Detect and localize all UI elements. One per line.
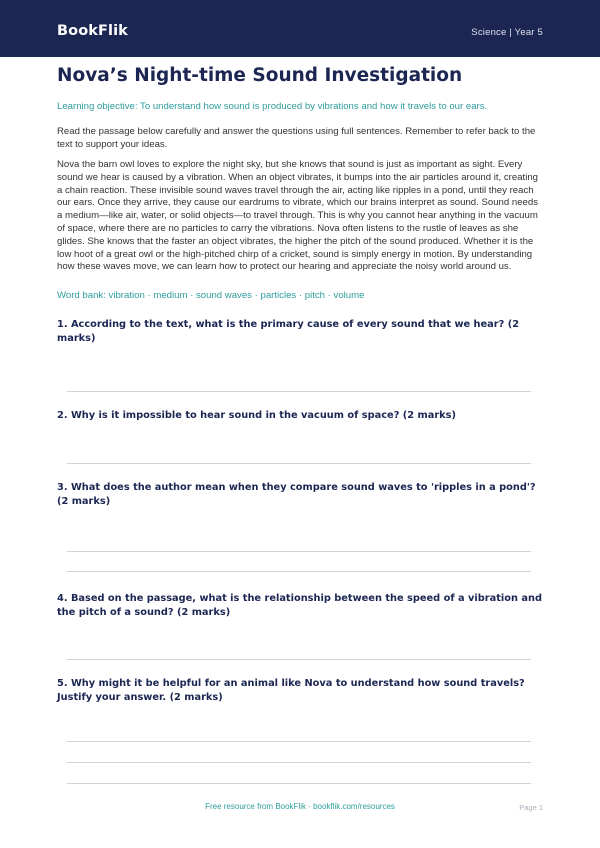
footer-link[interactable]: Free resource from BookFlik · bookflik.com/resources [205, 802, 395, 811]
instructions: Read the passage below carefully and answer the questions using full sentences. Remember to refer back to the text to support your ideas. [57, 126, 536, 150]
question-5 [57, 677, 543, 784]
answer-line[interactable] [67, 639, 531, 660]
question-1 [57, 318, 543, 392]
question-3 [57, 481, 543, 572]
question-text: 4. Based on the passage, what is the relationship between the speed of a vibration and the pitch of a sound? (2 marks) [57, 593, 542, 619]
header-bar [0, 0, 600, 57]
subject-year-label: Science | Year 5 [471, 27, 543, 38]
answer-line[interactable] [67, 552, 531, 572]
page-number: Page 1 [519, 803, 543, 812]
worksheet-title: Nova’s Night-time Sound Investigation [57, 65, 463, 86]
answer-lines [67, 531, 531, 572]
answer-line[interactable] [67, 721, 531, 742]
answer-lines [67, 443, 531, 464]
question-text: 2. Why is it impossible to hear sound in the vacuum of space? (2 marks) [57, 410, 456, 422]
answer-line[interactable] [67, 371, 531, 392]
worksheet-content [57, 64, 543, 784]
answer-line[interactable] [67, 531, 531, 552]
learning-objective: Learning objective: To understand how sound is produced by vibrations and how it travels to our ears. [57, 101, 488, 112]
brand-logo: BookFlik [57, 23, 128, 39]
question-text: 1. According to the text, what is the primary cause of every sound that we hear? (2 marks) [57, 319, 520, 345]
answer-lines [67, 639, 531, 660]
answer-lines [67, 371, 531, 392]
question-text: 5. Why might it be helpful for an animal like Nova to understand how sound travels? Justify your answer. (2 marks) [57, 678, 525, 704]
question-2 [57, 409, 543, 464]
answer-line[interactable] [67, 763, 531, 784]
word-bank: Word bank: vibration · medium · sound waves · particles · pitch · volume [57, 290, 365, 302]
answer-line[interactable] [67, 742, 531, 763]
questions-list [57, 318, 543, 784]
reading-passage: Nova the barn owl loves to explore the night sky, but she knows that sound is just as important as sight. Every sound we hear is caused by a vibration. When an object vibrates, it bumps into the air particles around it, creating a chain reaction. These invisible sound waves travel through the air, acting like ripples in a pond, until they reach our ears. Once they arrive, they cause our eardrums to vibrate, which our brains interpret as sound. Sound needs a medium—like air, water, or solid objects—to travel through. This is why you cannot hear anything in the vacuum of space, where there are no particles to carry the vibrations. Nova often listens to the rustle of leaves as she glides. She knows that the faster an object vibrates, the higher the pitch of the sound produced. Whether it is the low hoot of a great owl or the high-pitched chirp of a cricket, sound is simply energy in motion. By understanding how these waves move, we can learn how to protect our hearing and appreciate the noisy world around us. [57, 159, 539, 273]
question-text: 3. What does the author mean when they compare sound waves to 'ripples in a pond'? (2 marks) [57, 482, 536, 508]
question-4 [57, 592, 543, 660]
answer-lines [67, 721, 531, 784]
answer-line[interactable] [67, 443, 531, 464]
